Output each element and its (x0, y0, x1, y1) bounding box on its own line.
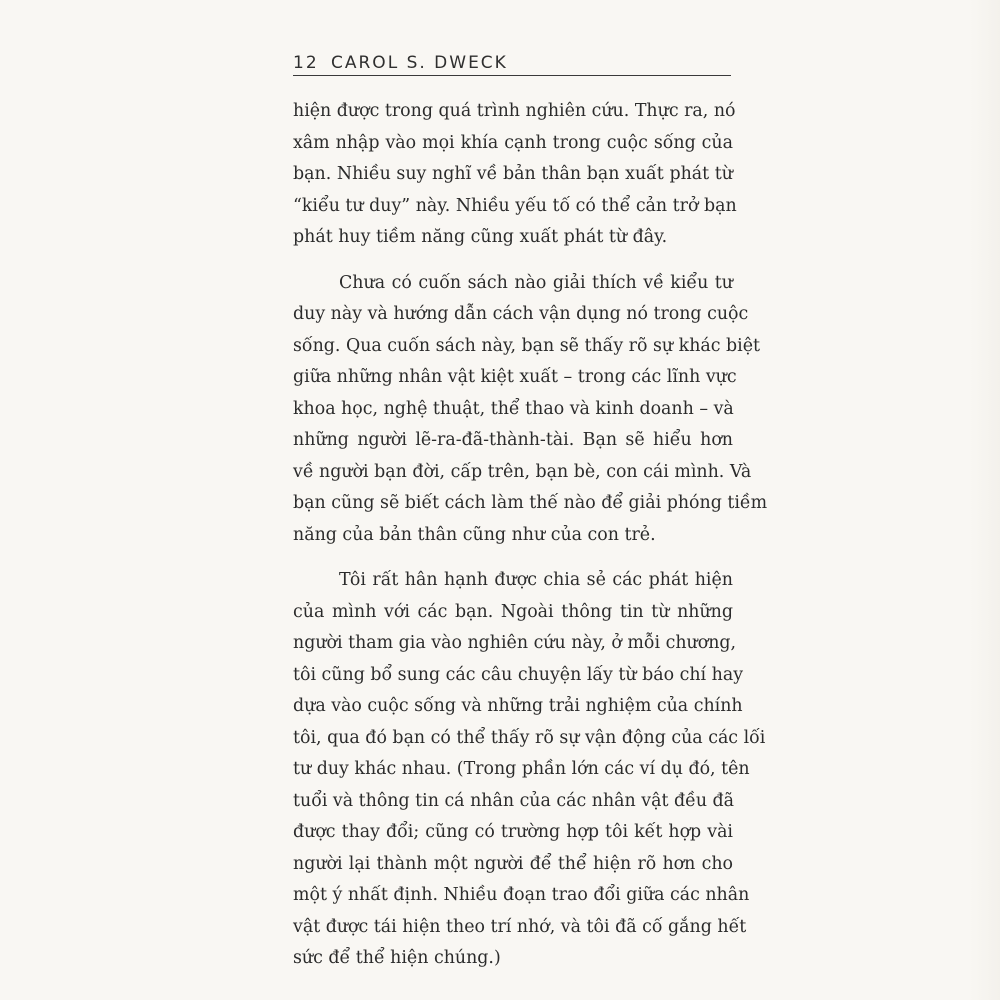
text-line: được thay đổi; cũng có trường hợp tôi kết hợp vài (293, 822, 733, 842)
paragraph-3 (293, 565, 766, 975)
text-line: tuổi và thông tin cá nhân của các nhân vật đều đã (293, 790, 735, 811)
paragraph-1 (293, 96, 737, 254)
text-line: duy này và hướng dẫn cách vận dụng nó trong cuộc (293, 304, 749, 324)
page-number: 12 (293, 53, 319, 73)
text-line: vật được tái hiện theo trí nhớ, và tôi đã cố gắng hết (293, 916, 747, 937)
header-rule (293, 75, 731, 76)
text-line: năng của bản thân cũng như của con trẻ. (293, 524, 656, 545)
text-line: giữa những nhân vật kiệt xuất – trong các lĩnh vực (293, 367, 737, 387)
text-line: hiện được trong quá trình nghiên cứu. Thực ra, nó (293, 101, 736, 121)
text-line: “kiểu tư duy” này. Nhiều yếu tố có thể cản trở bạn (293, 195, 737, 216)
text-line: dựa vào cuộc sống và những trải nghiệm của chính (293, 696, 743, 716)
text-line: của mình với các bạn. Ngoài thông tin từ những (293, 601, 733, 622)
text-line: tư duy khác nhau. (Trong phần lớn các ví dụ đó, tên (293, 759, 750, 779)
paragraph-2 (293, 268, 768, 552)
text-line: một ý nhất định. Nhiều đoạn trao đổi giữa các nhân (293, 885, 750, 905)
page-edge-shadow (970, 0, 1000, 1000)
text-line: sống. Qua cuốn sách này, bạn sẽ thấy rõ sự khác biệt (293, 335, 760, 356)
author-name: CAROL S. DWECK (331, 53, 508, 73)
text-line: khoa học, nghệ thuật, thể thao và kinh doanh – và (293, 398, 734, 419)
text-line: phát huy tiềm năng cũng xuất phát từ đây. (293, 227, 668, 247)
text-line: bạn. Nhiều suy nghĩ về bản thân bạn xuất phát từ (293, 164, 733, 184)
text-line: bạn cũng sẽ biết cách làm thế nào để giải phóng tiềm (293, 493, 768, 513)
text-line: Chưa có cuốn sách nào giải thích về kiểu tư (339, 272, 733, 293)
body-text (293, 96, 768, 989)
text-line: tôi, qua đó bạn có thể thấy rõ sự vận động của các lối (293, 727, 766, 748)
text-line: những người lẽ-ra-đã-thành-tài. Bạn sẽ hiểu hơn (293, 430, 733, 450)
text-line: Tôi rất hân hạnh được chia sẻ các phát hiện (339, 570, 733, 590)
text-line: xâm nhập vào mọi khía cạnh trong cuộc sống của (293, 132, 733, 153)
text-line: về người bạn đời, cấp trên, bạn bè, con cái mình. Và (293, 461, 752, 482)
text-line: tôi cũng bổ sung các câu chuyện lấy từ báo chí hay (293, 664, 744, 685)
text-line: người lại thành một người để thể hiện rõ hơn cho (293, 853, 733, 874)
text-line: sức để thể hiện chúng.) (293, 948, 501, 968)
text-line: người tham gia vào nghiên cứu này, ở mỗi chương, (293, 633, 737, 653)
